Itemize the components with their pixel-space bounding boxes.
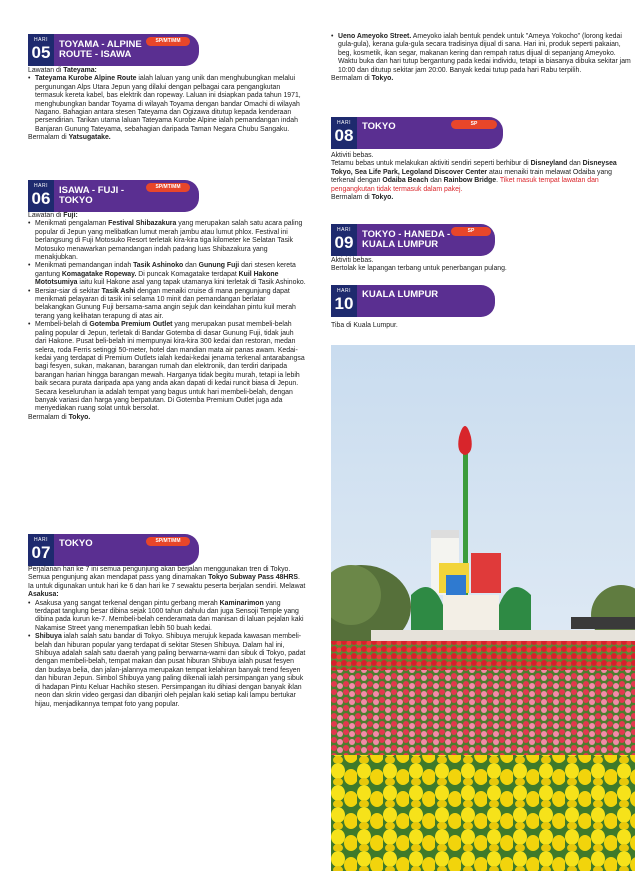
activity-list [28, 600, 306, 709]
day-08-text: Tetamu bebas untuk melakukan aktiviti sendiri seperti berhibur di Disneyland dan Disneysea Tokyo, Sea Life Park, Legoland Discover Center atau menaiki train melawat Odaiba yang terkenal dengan Odaiba Beach dan Rainbow Bridge. Tiket masuk tempat lawatan dan pengangkutan tidak termasuk dalam pakej. [331, 160, 617, 193]
day-07-header [28, 534, 306, 566]
day-title-bar: TOKYO [54, 534, 199, 566]
day-title-bar: ISAWA - FUJI - TOKYO [54, 180, 199, 212]
activity-list [331, 33, 631, 75]
activity-list [28, 75, 306, 134]
overnight-note: Bermalam di Tokyo. [331, 75, 394, 83]
day-09-header [331, 224, 631, 256]
list-item: • Tateyama Kurobe Alpine Route ialah laluan yang unik dan menghubungkan melalui pergunungan Alps Utara Jepun yang dilalui dengan pelbagai cara pengangkutan termasuk kereta kabel, bas elektrik dan ropeway. Laluan ini dsiapkan pada tahun 1971, menghubungkan bandar Toyama di wilayah Toyama dengan bandar Omachi di wilayah Nagano. Bahagian antara stesen Tateyama dan Ogizawa ditutup kepada kenderaan persendirian. Tarikan utama laluan Tateyama Kurobe Alpine ialah pemandangan indah Banjaran Gunung Tateyama, sebahagian daripada Taman Negara Chubu Sangaku. [35, 75, 306, 134]
meal-code-badge: SP/MT/MM [146, 537, 190, 546]
ueno-block [331, 33, 631, 83]
day-07-body [28, 566, 306, 709]
day-10-header [331, 285, 631, 317]
day-05-body [28, 67, 306, 143]
overnight-note: Bermalam di Tokyo. [331, 194, 394, 202]
departure-note: Bertolak ke lapangan terbang untuk penerbangan pulang. [331, 265, 507, 273]
exclusion-note: Tiket masuk tempat lawatan dan pengangkutan tidak termasuk dalam pakej. [331, 177, 599, 193]
day-tag: HARI 08 [331, 117, 357, 149]
day-title-bar: KUALA LUMPUR [357, 285, 495, 317]
free-activity: Aktiviti bebas. [331, 257, 374, 264]
day-tag: HARI 10 [331, 285, 357, 317]
day-tag [28, 34, 54, 66]
meal-code-badge: SP/MT/MM [146, 183, 190, 192]
overnight-note: Bermalam di Tokyo. [28, 413, 91, 421]
day-title-line-2: ROUTE - ISAWA [59, 49, 132, 60]
meal-code-badge: SP [451, 120, 497, 129]
list-item: • Membeli-belah di Gotemba Premium Outlet yang merupakan pusat membeli-belah paling popular di Jepun, terletak di Bandar Gotemba di dasar Gunung Fuji, tidak jauh dari Hakone. Pusat beli-belah ini mempunyai kira-kira 300 kedai dan restoran, medan selera, roda Ferris setinggi 50-meter, hotel dan mandian mata air panas awam. Kedai-kedai yang terdapat di Premium Outlets ialah kedai-kedai jenama terkenal antarabangsa bagi fesyen, sukan, makanan, barangan rumah dan elektronik, dan terdiri daripada barangan harian hingga barangan mewah. Harganya tidak begitu murah, tetapi ia lebih baik secara purata daripada apa yang anda akan dapati di kedai runcit biasa di Jepun. Secara keseluruhan ia adalah tempat yang bagus untuk hari membeli-belah, dengan banyak variasi dan harga yang berpatutan. Di Gotemba Premium Outlet juga ada menyediakan ruang solat untuk bersolat. [35, 321, 306, 413]
day-06-body [28, 212, 306, 422]
arrival-note: Tiba di Kuala Lumpur. [331, 322, 398, 329]
day-06-header [28, 180, 306, 212]
visit-intro: Lawatan di Fuji: [28, 212, 78, 219]
overnight-note: Bermalam di Yatsugatake. [28, 134, 111, 142]
day-tag: HARI 09 [331, 224, 357, 256]
day-08-body [331, 152, 631, 202]
free-activity: Aktiviti bebas. [331, 152, 374, 159]
day-09-body [331, 257, 631, 274]
day-title-bar: TOKYO [357, 117, 503, 149]
list-item: • Shibuya ialah salah satu bandar di Tokyo. Shibuya merujuk kepada kawasan membeli-belah dan hiburan popular yang terdapat di sekitar Stesen Shibuya. Dalam hal ini, Shibuya adalah salah satu daerah yang paling berwarna-warni dan sibuk di Tokyo, padat dengan membeli-belah, tempat makan dan pusat hiburan Shibuya ialah pusat fesyen dan budaya belia, dan jalan-jalannya merupakan tempat kelahiran banyak trend fesyen dan hiburan Jepun. Simbol Shibuya yang paling dikenali ialah persimpangan yang sibuk di hadapan Pintu Keluar Hachiko stesen. Persimpangan itu dihiasi dengan banyak iklan neon dan skrin video gergasi dan dibanjiri oleh pejalan kaki setiap kali lampu bertukar hijau, menjadikannya tempat foto yang popular. [35, 633, 306, 709]
day-10-body [331, 322, 631, 330]
tulip-garden-photo [331, 345, 635, 871]
day-title-bar: TOKYO - HANEDA - KUALA LUMPUR [357, 224, 495, 256]
list-item: • Ueno Ameyoko Street. Ameyoko ialah bentuk pendek untuk "Ameya Yokocho" (lorong kedai gula-gula), kerana gula-gula secara tradisinya dijual di sana. Hari ini, produk seperti pakaian, beg, kosmetik, ikan segar, makanan kering dan rempah ratus dijual di sepanjang Ameyoko. Waktu buka dan hari tutup bergantung pada kedai individu, tetapi ia biasanya dibuka sekitar jam 10:00 dan ditutup sekitar jam 20:00. Banyak kedai tutup pada hari Rabu terpilih. [338, 33, 631, 75]
day-08-header [331, 117, 631, 149]
activity-list [28, 220, 306, 413]
day-05-header [28, 34, 306, 66]
list-item: • Menikmati pemandangan indah Tasik Ashinoko dan Gunung Fuji dari stesen kereta gantung Komagatake Ropeway. Di puncak Komagatake terdapat Kuil Hakone Mototsumiya iaitu kuil Hakone asal yang tapak utamanya kini terletak di Tasik Ashinoko. [35, 262, 306, 287]
meal-code-badge: SP [451, 227, 491, 236]
meal-code-badge: SP/MT/MM [146, 37, 190, 46]
day-07-intro: Perjalanan hari ke 7 ini semua pengunjung akan berjalan menggunakan tren di Tokyo. Semua pengunjung akan mendapat pass yang dinamakan Tokyo Subway Pass 48HRS. Ia untuk digunakan untuk hari ke 6 dan hari ke 7 sewaktu peserta berjalan sendiri. Melawat Asakusa: [28, 566, 306, 599]
day-number: 05 [31, 43, 51, 62]
day-title-line-1: TOYAMA - ALPINE [59, 39, 142, 50]
list-item: • Asakusa yang sangat terkenal dengan pintu gerbang merah Kaminarimon yang terdapat tanglung besar dibina sejak 1000 tahun dahulu dan juga Sensoji Temple yang dibina pada kurun ke-7. Membeli-belah cenderamata dan manisan di laluan pejalan kaki Nakamise Street yang menempatkan lebih 50 buah kedai. [35, 600, 306, 634]
list-item: • Menikmati pengalaman Festival Shibazakura yang merupakan salah satu acara paling popular di Jepun yang melibatkan lumut merah jambu atau lumut phlox. Festival ini berlangsung di Fuji Motosuko Resort terletak kira-kira tiga kilometer ke Selatan Tasik Motosuko menawarkan pemandangan indah padang luas Shibazakura yang menakjubkan. [35, 220, 306, 262]
tulip-garden-illustration [331, 345, 635, 871]
day-label: HARI [34, 37, 48, 43]
visit-intro: Lawatan di Tateyama: [28, 67, 97, 74]
day-tag: HARI 06 [28, 180, 54, 212]
list-item: • Bersiar-siar di sekitar Tasik Ashi dengan menaiki cruise di mana pengunjung dapat menikmati pelayaran di tasik ini selama 10 minit dan pemandangan berlatar belakangkan Gunung Fuji bersama-sama angin sejuk dan keindahan pintu kuil merah terang yang kelihatan terapung di atas air. [35, 288, 306, 322]
day-tag: HARI 07 [28, 534, 54, 566]
